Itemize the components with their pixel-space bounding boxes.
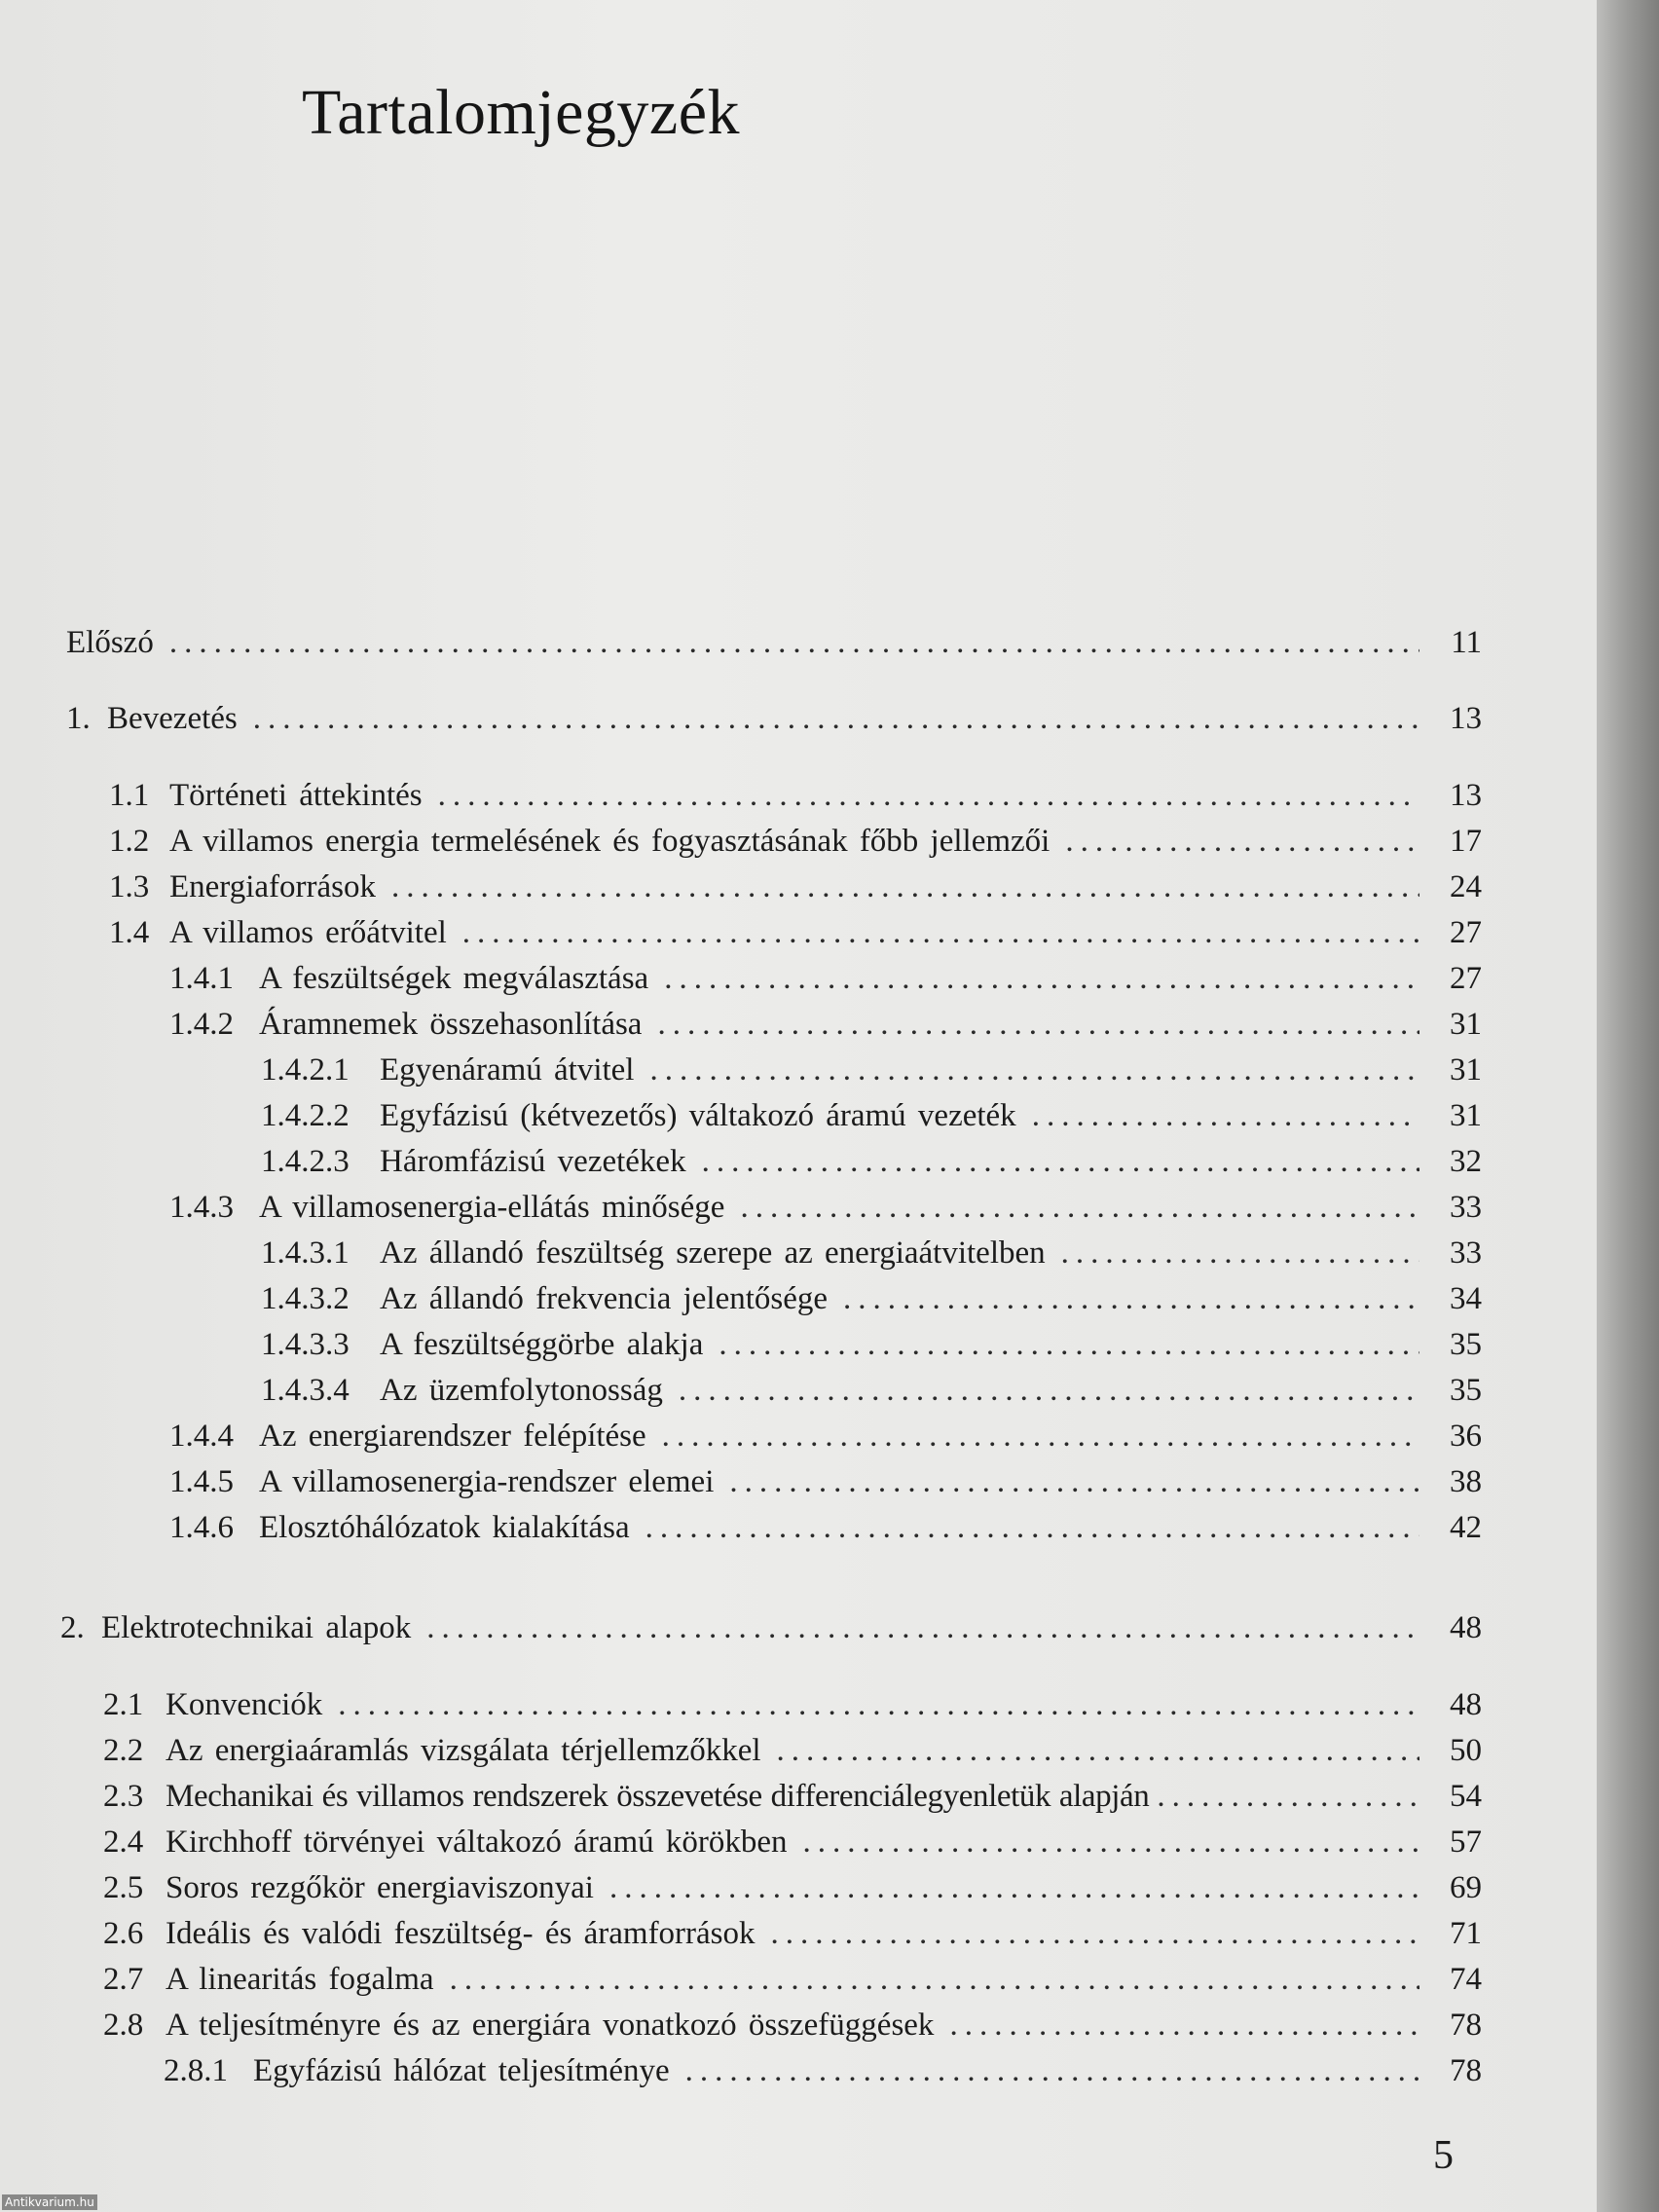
- toc-entry-number: 1.4.4: [169, 1419, 234, 1454]
- toc-entry: [169, 1417, 1482, 1459]
- toc-entry-number: 1.4.6: [169, 1510, 234, 1545]
- toc-entry-label: Egyfázisú hálózat teljesítménye: [253, 2053, 670, 2088]
- toc-entry-number: 1.4.2: [169, 1007, 234, 1042]
- toc-entry-label: Egyfázisú (kétvezetős) váltakozó áramú vezeték: [380, 1098, 1016, 1133]
- toc-entry-page: 13: [1450, 701, 1482, 736]
- toc-leader-dots: [338, 1685, 1419, 1724]
- toc-entry-page: 24: [1450, 869, 1482, 904]
- toc-entry-label: Előszó: [66, 625, 154, 660]
- toc-entry-label: Az üzemfolytonosság: [380, 1373, 663, 1408]
- toc-entry-number: 2.7: [103, 1962, 144, 1997]
- toc-entry: [169, 1188, 1482, 1231]
- toc-entry-chapter-2: [60, 1608, 1482, 1651]
- page-title: Tartalomjegyzék: [302, 77, 741, 148]
- toc-entry-number: 1.4.2.1: [261, 1052, 350, 1088]
- toc-entry-page: 74: [1450, 1962, 1482, 1997]
- toc-entry: [103, 1960, 1482, 2003]
- toc-leader-dots: [662, 1417, 1419, 1456]
- toc-leader-dots: [645, 1508, 1419, 1547]
- toc-entry-label: Soros rezgőkör energiaviszonyai: [166, 1870, 594, 1905]
- toc-entry-page: 13: [1450, 778, 1482, 813]
- toc-entry-label: A feszültséggörbe alakja: [380, 1327, 704, 1362]
- toc-entry: [103, 1777, 1482, 1820]
- toc-leader-dots: [777, 1731, 1419, 1770]
- toc-entry: [169, 1005, 1482, 1048]
- toc-entry-page: 78: [1450, 2008, 1482, 2043]
- toc-entry-label: Áramnemek összehasonlítása: [259, 1007, 643, 1042]
- toc-entry-page: 27: [1450, 915, 1482, 950]
- toc-entry-number: 1.4: [109, 915, 150, 950]
- toc-entry: [103, 1914, 1482, 1957]
- toc-leader-dots: [664, 959, 1419, 998]
- toc-entry-number: 1.3: [109, 869, 150, 904]
- toc-entry-page: 35: [1450, 1373, 1482, 1408]
- toc-entry-label: Háromfázisú vezetékek: [380, 1144, 686, 1179]
- page-number: 5: [1433, 2133, 1454, 2178]
- toc-entry-label: A linearitás fogalma: [166, 1962, 434, 1997]
- toc-entry: [261, 1325, 1482, 1368]
- toc-leader-dots: [253, 699, 1419, 738]
- toc-entry-number: 2.8.1: [164, 2053, 228, 2088]
- toc-entry-page: 31: [1450, 1098, 1482, 1133]
- toc-entry-label: Konvenciók: [166, 1687, 323, 1722]
- toc-entry: [261, 1279, 1482, 1322]
- toc-entry-page: 50: [1450, 1733, 1482, 1768]
- toc-entry-number: 1.4.3.3: [261, 1327, 350, 1362]
- toc-entry-number: 1.2: [109, 824, 150, 859]
- toc-entry: [261, 1096, 1482, 1139]
- toc-entry-page: 11: [1451, 625, 1482, 660]
- toc-entry-label: A villamos erőátvitel: [169, 915, 447, 950]
- toc-entry-page: 57: [1450, 1825, 1482, 1860]
- toc-entry-number: 1.: [66, 701, 91, 736]
- toc-entry-label: Elosztóhálózatok kialakítása: [259, 1510, 630, 1545]
- toc-entry-number: 1.1: [109, 778, 150, 813]
- toc-entry: [103, 1868, 1482, 1911]
- toc-entry-label: Mechanikai és villamos rendszerek összevetése differenciálegyenletük alapján: [166, 1779, 1150, 1814]
- toc-leader-dots: [1157, 1777, 1419, 1816]
- toc-leader-dots: [450, 1960, 1419, 1999]
- toc-entry-preface: [66, 623, 1482, 666]
- toc-entry-number: 1.4.2.2: [261, 1098, 350, 1133]
- toc-entry-number: 2.: [60, 1610, 85, 1645]
- toc-leader-dots: [1061, 1234, 1419, 1272]
- toc-entry-page: 42: [1450, 1510, 1482, 1545]
- toc-entry-number: 2.5: [103, 1870, 144, 1905]
- toc-entry-page: 17: [1450, 824, 1482, 859]
- toc-leader-dots: [843, 1279, 1419, 1318]
- toc-entry-label: Az állandó feszültség szerepe az energiaátvitelben: [380, 1235, 1046, 1271]
- toc-entry-page: 31: [1450, 1052, 1482, 1088]
- toc-entry-label: Ideális és valódi feszültség- és áramforrások: [166, 1916, 756, 1951]
- toc-entry-label: A feszültségek megválasztása: [259, 961, 649, 996]
- toc-leader-dots: [438, 776, 1419, 815]
- toc-entry: [109, 913, 1482, 956]
- toc-leader-dots: [949, 2006, 1419, 2045]
- toc-leader-dots: [462, 913, 1419, 952]
- toc-entry-label: Az energiarendszer felépítése: [259, 1419, 646, 1454]
- toc-entry-number: 2.4: [103, 1825, 144, 1860]
- toc-entry-number: 2.8: [103, 2008, 144, 2043]
- toc-leader-dots: [702, 1142, 1419, 1181]
- toc-leader-dots: [729, 1462, 1419, 1501]
- toc-entry-page: 36: [1450, 1419, 1482, 1454]
- toc-leader-dots: [609, 1868, 1419, 1907]
- toc-entry: [169, 1462, 1482, 1505]
- toc-entry-page: 78: [1450, 2053, 1482, 2088]
- toc-entry-label: Történeti áttekintés: [169, 778, 423, 813]
- toc-leader-dots: [426, 1608, 1419, 1647]
- toc-entry-label: A villamosenergia-rendszer elemei: [259, 1464, 715, 1499]
- toc-leader-dots: [685, 2051, 1419, 2090]
- toc-entry-page: 35: [1450, 1327, 1482, 1362]
- toc-entry: [261, 1142, 1482, 1185]
- toc-entry-number: 1.4.3.4: [261, 1373, 350, 1408]
- toc-leader-dots: [1032, 1096, 1419, 1135]
- toc-leader-dots: [169, 623, 1419, 662]
- toc-entry-chapter-1: [66, 699, 1482, 742]
- toc-entry-page: 27: [1450, 961, 1482, 996]
- toc-entry-label: A villamos energia termelésének és fogyasztásának főbb jellemzői: [169, 824, 1051, 859]
- toc-entry-label: A teljesítményre és az energiára vonatkozó összefüggések: [166, 2008, 935, 2043]
- page-edge-shadow: [1597, 0, 1659, 2212]
- toc-leader-dots: [657, 1005, 1419, 1044]
- toc-entry-number: 1.4.3: [169, 1190, 234, 1225]
- toc-entry-number: 1.4.3.1: [261, 1235, 350, 1271]
- toc-entry: [103, 2006, 1482, 2048]
- toc-leader-dots: [649, 1051, 1419, 1089]
- toc-entry-page: 31: [1450, 1007, 1482, 1042]
- toc-entry-label: Bevezetés: [107, 701, 238, 736]
- toc-entry: [169, 959, 1482, 1002]
- toc-entry-page: 32: [1450, 1144, 1482, 1179]
- toc-entry-number: 2.2: [103, 1733, 144, 1768]
- toc-entry: [109, 776, 1482, 819]
- toc-entry-label: Egyenáramú átvitel: [380, 1052, 635, 1088]
- toc-entry-label: Elektrotechnikai alapok: [101, 1610, 412, 1645]
- toc-leader-dots: [771, 1914, 1419, 1953]
- toc-entry-page: 38: [1450, 1464, 1482, 1499]
- toc-entry: [103, 1685, 1482, 1728]
- toc-entry-page: 33: [1450, 1190, 1482, 1225]
- toc-entry: [164, 2051, 1482, 2094]
- toc-entry-page: 48: [1450, 1687, 1482, 1722]
- toc-entry-number: 2.3: [103, 1779, 144, 1814]
- toc-entry: [103, 1823, 1482, 1865]
- toc-entry-label: Az állandó frekvencia jelentősége: [380, 1281, 829, 1316]
- toc-entry-page: 71: [1450, 1916, 1482, 1951]
- toc-entry: [109, 867, 1482, 910]
- toc-entry-number: 1.4.3.2: [261, 1281, 350, 1316]
- toc-entry: [261, 1371, 1482, 1414]
- watermark: Antikvarium.hu: [2, 2194, 97, 2210]
- toc-leader-dots: [679, 1371, 1419, 1410]
- toc-entry-number: 2.1: [103, 1687, 144, 1722]
- toc-entry-page: 69: [1450, 1870, 1482, 1905]
- toc-entry: [109, 822, 1482, 865]
- toc-leader-dots: [391, 867, 1419, 906]
- toc-entry: [261, 1234, 1482, 1276]
- toc-entry-label: A villamosenergia-ellátás minősége: [259, 1190, 725, 1225]
- toc-entry-number: 2.6: [103, 1916, 144, 1951]
- toc-entry: [169, 1508, 1482, 1551]
- toc-entry-number: 1.4.1: [169, 961, 234, 996]
- toc-entry-page: 33: [1450, 1235, 1482, 1271]
- toc-entry-page: 48: [1450, 1610, 1482, 1645]
- toc-entry-number: 1.4.5: [169, 1464, 234, 1499]
- toc-entry: [261, 1051, 1482, 1093]
- toc-entry-label: Kirchhoff törvényei váltakozó áramú körökben: [166, 1825, 788, 1860]
- toc-leader-dots: [719, 1325, 1419, 1364]
- toc-entry-label: Az energiaáramlás vizsgálata térjellemzőkkel: [166, 1733, 761, 1768]
- toc-leader-dots: [740, 1188, 1419, 1227]
- toc-leader-dots: [1065, 822, 1419, 861]
- toc-entry-page: 54: [1450, 1779, 1482, 1814]
- toc-entry-page: 34: [1450, 1281, 1482, 1316]
- toc-entry-label: Energiaforrások: [169, 869, 376, 904]
- toc-entry-number: 1.4.2.3: [261, 1144, 350, 1179]
- toc-entry: [103, 1731, 1482, 1774]
- toc-leader-dots: [803, 1823, 1419, 1862]
